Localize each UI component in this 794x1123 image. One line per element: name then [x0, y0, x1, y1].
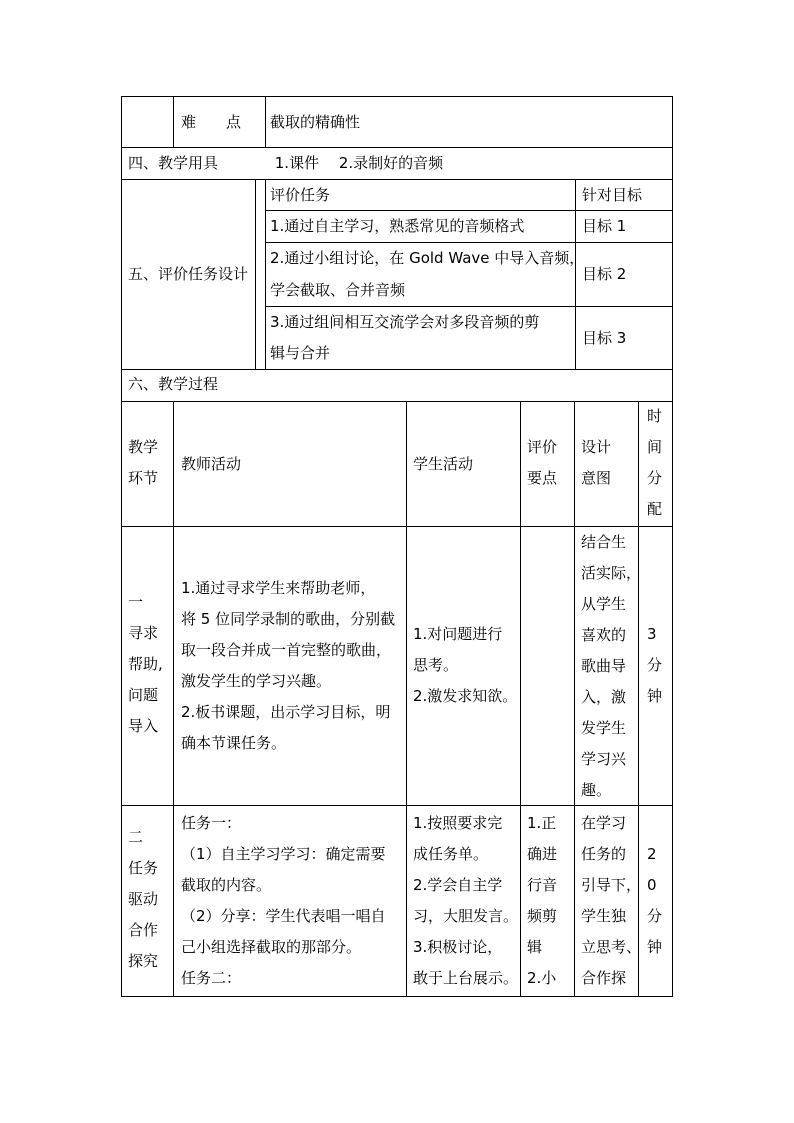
cell-line: 1.对问题进行	[413, 625, 503, 643]
cell-line: 帮助,	[128, 655, 163, 673]
cell-line: 发学生	[581, 719, 627, 737]
cell-line: 己小组选择截取的那部分。	[181, 938, 362, 956]
col-divider	[574, 401, 575, 997]
header-time	[647, 401, 662, 525]
col-divider	[173, 401, 174, 997]
eval-target-2: 目标 2	[582, 265, 627, 283]
tools-label: 四、教学用具	[128, 154, 219, 172]
eval-header-task: 评价任务	[270, 186, 331, 204]
cell-line: 2.学会自主学	[413, 876, 503, 894]
cell-line: 钟	[647, 687, 663, 705]
header-student: 学生活动	[413, 455, 474, 473]
eval-target-1: 目标 1	[582, 217, 627, 235]
cell-line: 取一段合并成一首完整的歌曲，	[181, 641, 392, 659]
cell-line: 2.小	[527, 969, 557, 987]
cell-line: 学生独	[581, 907, 627, 925]
cell-line: 从学生	[581, 595, 627, 613]
cell-line: 2	[647, 845, 657, 863]
cell-line: 入，激	[581, 688, 627, 706]
cell-line: 教学	[128, 438, 159, 456]
process-label: 六、教学过程	[128, 375, 219, 393]
cell-line: 合作探	[581, 969, 627, 987]
cell-line: 时	[647, 407, 663, 425]
row-divider	[265, 306, 673, 307]
cell-line: 驱动	[128, 890, 159, 908]
cell-line: 二	[128, 828, 144, 846]
cell-line: 2.板书课题，出示学习目标，明	[181, 703, 391, 721]
eval-header-target: 针对目标	[582, 186, 643, 204]
cell-line: 间	[647, 438, 663, 456]
stage2-stage	[128, 822, 158, 977]
cell-line: 敢于上台展示。	[413, 969, 519, 987]
col-divider	[406, 401, 407, 997]
cell-line: 导入	[128, 717, 159, 735]
eval-task-3-line-1: 3.通过组间相互交流学会对多段音频的剪	[270, 313, 540, 331]
cell-line: 分	[647, 907, 663, 925]
cell-line: 合作	[128, 921, 159, 939]
cell-line: 频剪	[527, 907, 558, 925]
difficulty-content: 截取的精确性	[270, 113, 361, 131]
cell-line: （1）自主学习学习：确定需要	[181, 845, 386, 863]
cell-line: 配	[647, 500, 663, 518]
eval-task-3-line-2: 辑与合并	[270, 344, 331, 362]
header-eval	[527, 432, 557, 494]
table-border-right	[672, 96, 673, 997]
row-divider	[121, 147, 673, 148]
stage2-teacher	[181, 808, 386, 994]
stage1-time	[647, 619, 662, 712]
cell-line: 在学习	[581, 814, 627, 832]
cell-line: 确进	[527, 845, 558, 863]
col-divider	[265, 96, 266, 148]
row-divider	[121, 369, 673, 370]
header-teacher: 教师活动	[181, 455, 242, 473]
cell-line: 一	[128, 593, 144, 611]
difficulty-label: 难 点	[181, 113, 242, 131]
cell-line: 趣。	[581, 781, 612, 799]
cell-line: 3.积极讨论，	[413, 938, 503, 956]
cell-line: 评价	[527, 438, 558, 456]
eval-task-2-line-2: 学会截取、合并音频	[270, 281, 406, 299]
cell-line: 确本节课任务。	[181, 734, 287, 752]
cell-line: 行音	[527, 876, 558, 894]
eval-label: 五、评价任务设计	[128, 265, 249, 283]
stage2-design	[581, 808, 641, 994]
cell-line: 辑	[527, 938, 543, 956]
row-divider	[121, 179, 673, 180]
table-border-left	[121, 96, 122, 997]
table-border-bottom	[121, 996, 673, 997]
cell-line: 寻求	[128, 624, 159, 642]
cell-line: 活实际，	[581, 564, 642, 582]
cell-line: 1.通过寻求学生来帮助老师，	[181, 579, 376, 597]
stage2-time	[647, 839, 662, 963]
cell-line: 1.正	[527, 814, 557, 832]
stage1-design	[581, 527, 641, 806]
header-stage	[128, 432, 158, 494]
col-divider	[265, 179, 266, 370]
cell-line: 2.激发求知欲。	[413, 687, 518, 705]
eval-task-2-line-1: 2.通过小组讨论，在 Gold Wave 中导入音频，	[270, 249, 585, 267]
cell-line: 要点	[527, 469, 558, 487]
cell-line: 钟	[647, 938, 663, 956]
eval-task-1: 1.通过自主学习，熟悉常见的音频格式	[270, 217, 525, 235]
stage2-student	[413, 808, 518, 994]
cell-line: 探究	[128, 952, 159, 970]
cell-line: （2）分享：学生代表唱一唱自	[181, 907, 386, 925]
cell-line: 激发学生的学习兴趣。	[181, 672, 332, 690]
cell-line: 0	[647, 876, 657, 894]
cell-line: 分	[647, 469, 663, 487]
row-divider	[121, 401, 673, 402]
row-divider	[265, 210, 673, 211]
table-border-top	[121, 96, 673, 97]
row-divider	[265, 242, 673, 243]
cell-line: 任务的	[581, 845, 627, 863]
col-divider	[520, 401, 521, 997]
cell-line: 任务	[128, 859, 159, 877]
cell-line: 思考。	[413, 656, 459, 674]
col-divider	[255, 179, 256, 370]
cell-line: 引导下，	[581, 876, 642, 894]
cell-line: 任务二：	[181, 969, 242, 987]
cell-line: 成任务单。	[413, 845, 489, 863]
cell-line: 环节	[128, 469, 159, 487]
stage1-stage	[128, 587, 163, 742]
col-divider	[173, 96, 174, 148]
cell-line: 截取的内容。	[181, 876, 272, 894]
cell-line: 问题	[128, 686, 159, 704]
col-divider	[575, 179, 576, 370]
header-design	[581, 432, 611, 494]
cell-line: 学习兴	[581, 750, 627, 768]
cell-line: 意图	[581, 469, 612, 487]
cell-line: 结合生	[581, 533, 627, 551]
cell-line: 任务一：	[181, 814, 242, 832]
cell-line: 喜欢的	[581, 626, 627, 644]
cell-line: 将 5 位同学录制的歌曲，分别截	[181, 610, 396, 628]
cell-line: 1.按照要求完	[413, 814, 503, 832]
stage2-eval	[527, 808, 557, 994]
cell-line: 立思考、	[581, 938, 642, 956]
cell-line: 3	[647, 625, 657, 643]
cell-line: 歌曲导	[581, 657, 627, 675]
stage1-teacher	[181, 573, 395, 759]
eval-target-3: 目标 3	[582, 329, 627, 347]
cell-line: 习，大胆发言。	[413, 907, 519, 925]
cell-line: 设计	[581, 438, 612, 456]
cell-line: 分	[647, 656, 663, 674]
tools-content: 1.课件 2.录制好的音频	[270, 154, 444, 172]
stage1-student	[413, 619, 517, 712]
